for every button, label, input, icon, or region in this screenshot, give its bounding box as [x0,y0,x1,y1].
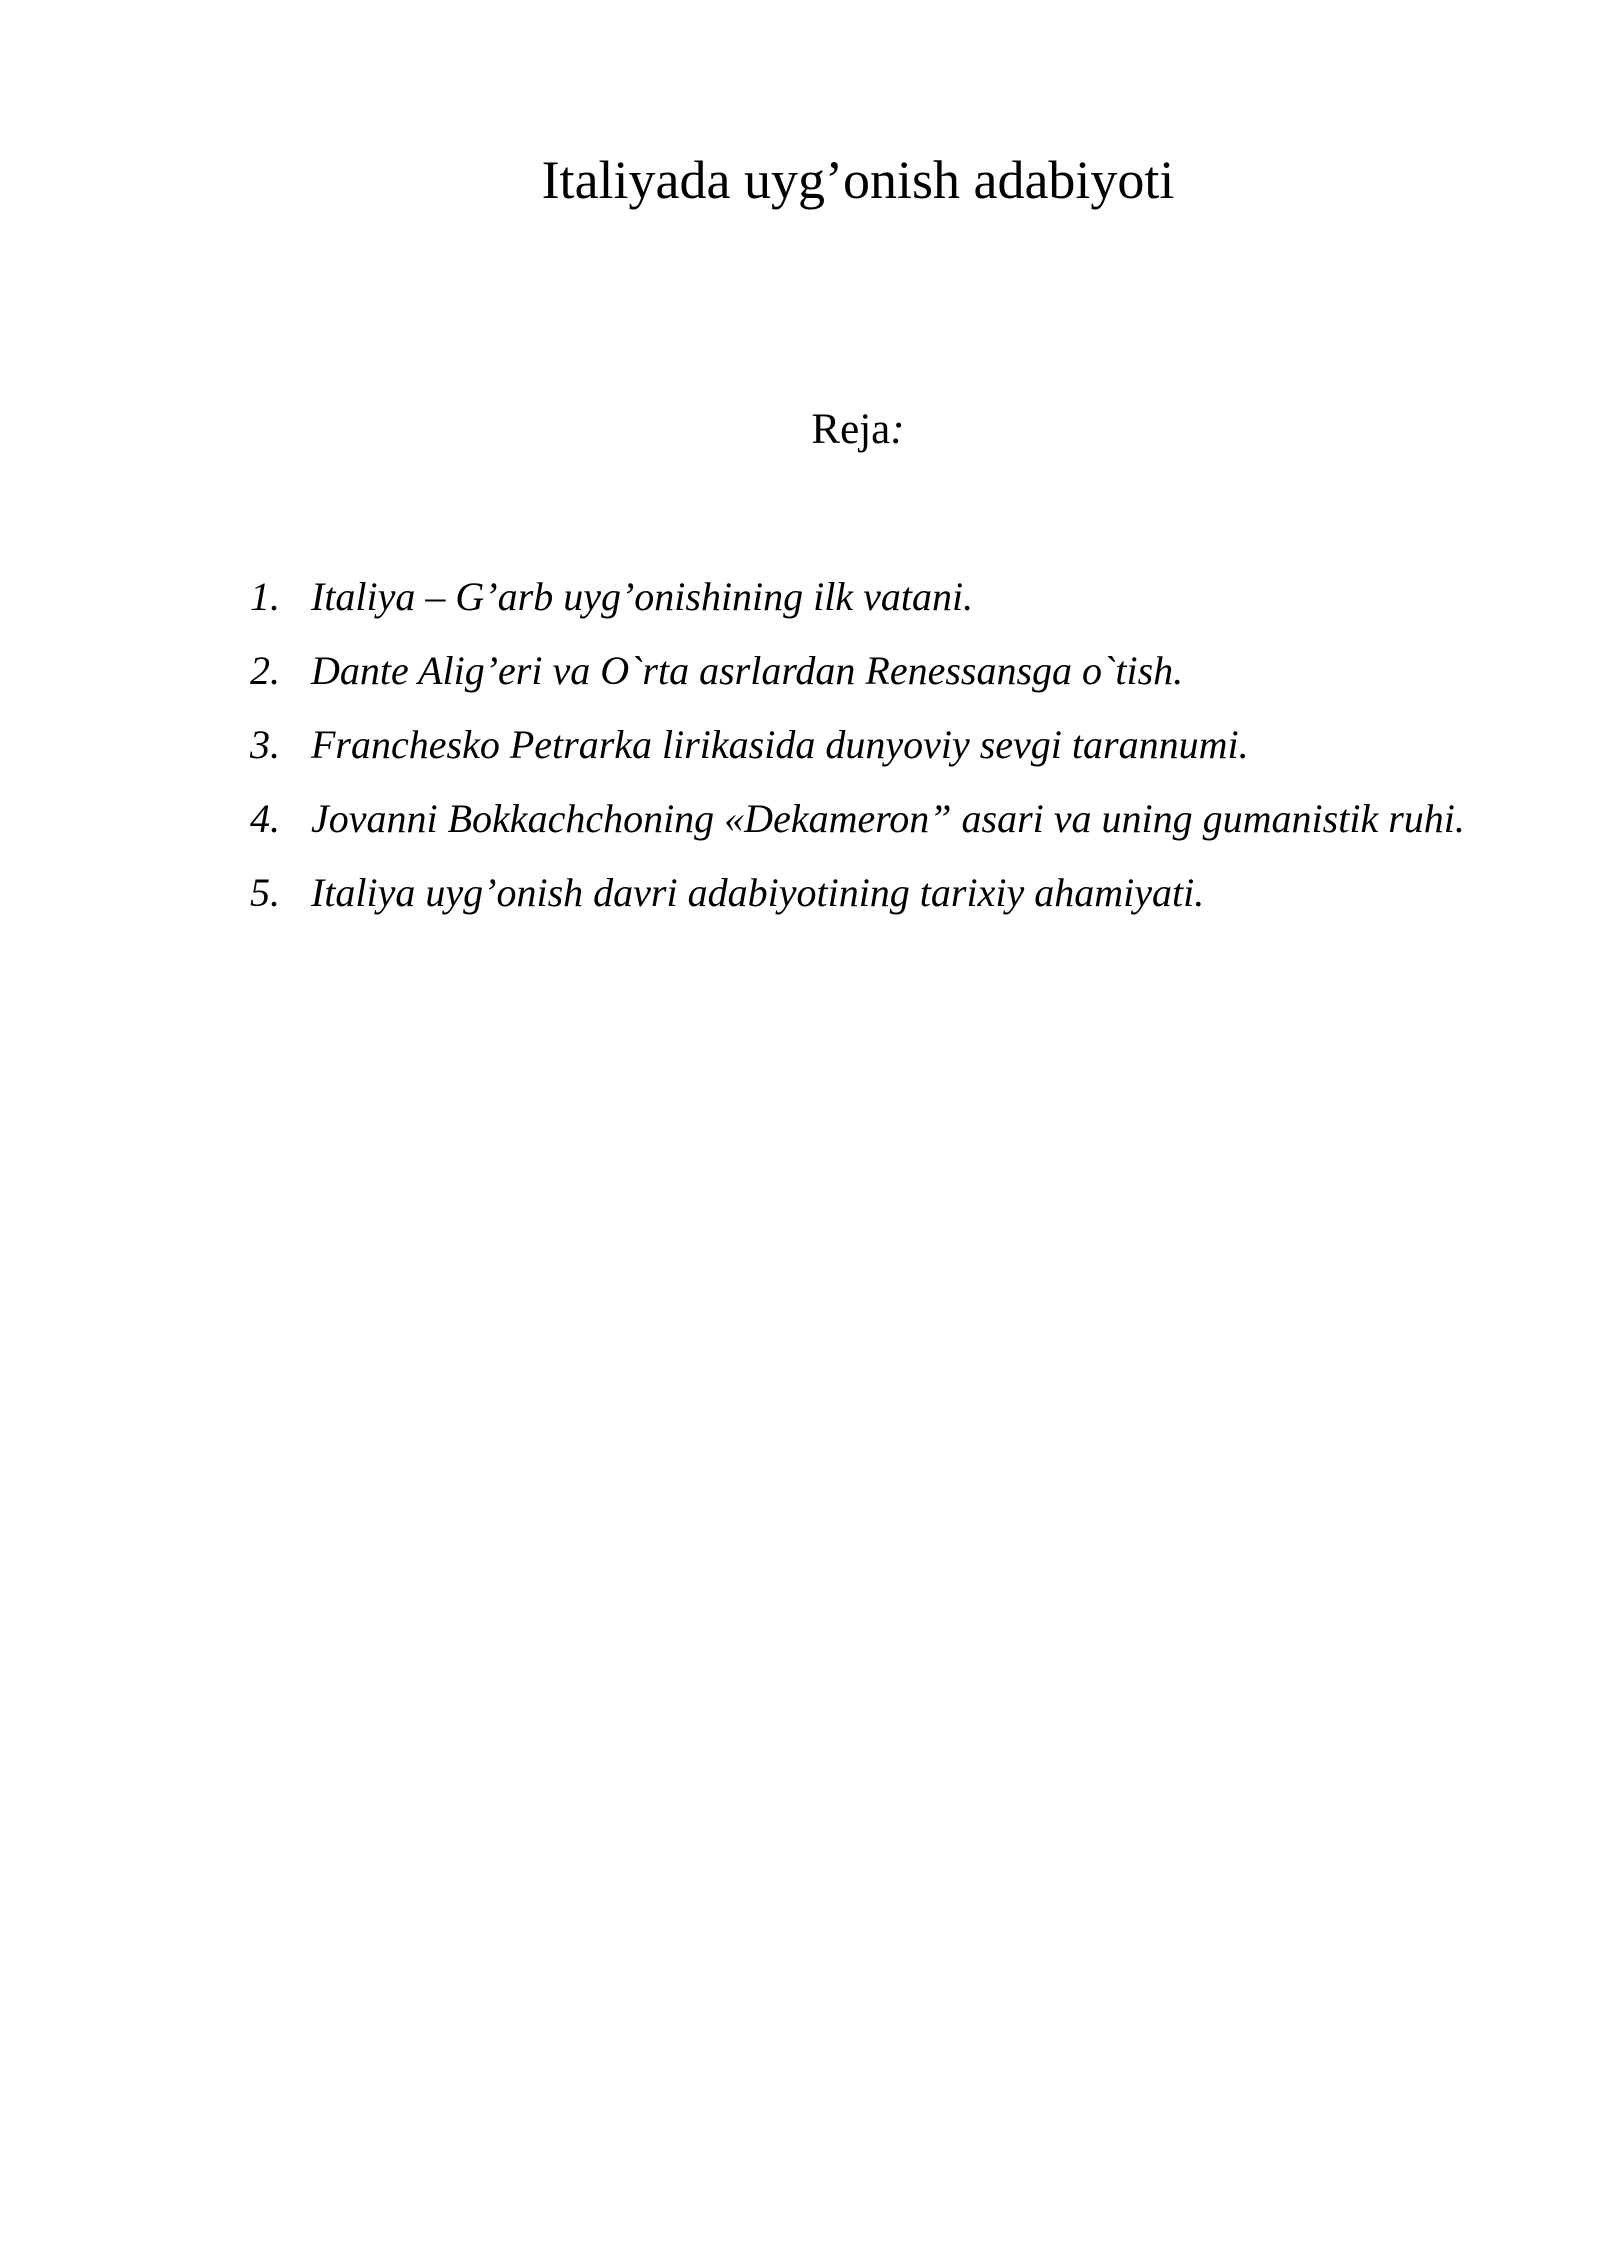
plan-item-2 [250,634,1488,708]
plan-list [250,560,1488,930]
plan-item-1 [250,560,1488,634]
plan-item-number: 5. [250,870,280,915]
plan-heading-colon: : [890,406,905,453]
plan-item-text: Franchesko Petrarka lirikasida dunyoviy sevgi tarannumi. [311,722,1249,767]
plan-item-number: 4. [250,796,280,841]
plan-item-text: Italiya – G’arb uyg’onishining ilk vatani. [311,574,974,619]
plan-item-text: Dante Alig’eri va O`rta asrlardan Renessansga o`tish. [311,648,1184,693]
plan-item-4 [250,782,1488,856]
plan-item-number: 3. [250,722,280,767]
plan-item-text: Jovanni Bokkachchoning «Dekameron” asari va uning gumanistik ruhi. [311,796,1465,841]
plan-item-number: 1. [250,574,280,619]
plan-item-text: Italiya uyg’onish davri adabiyotining tarixiy ahamiyati. [311,870,1205,915]
plan-heading [0,404,1600,456]
plan-item-3 [250,708,1488,782]
plan-item-number: 2. [250,648,280,693]
plan-item-5 [250,856,1488,930]
plan-heading-label: Reja [811,406,891,453]
document-title: Italiyada uyg’onish adabiyoti [541,150,1175,210]
